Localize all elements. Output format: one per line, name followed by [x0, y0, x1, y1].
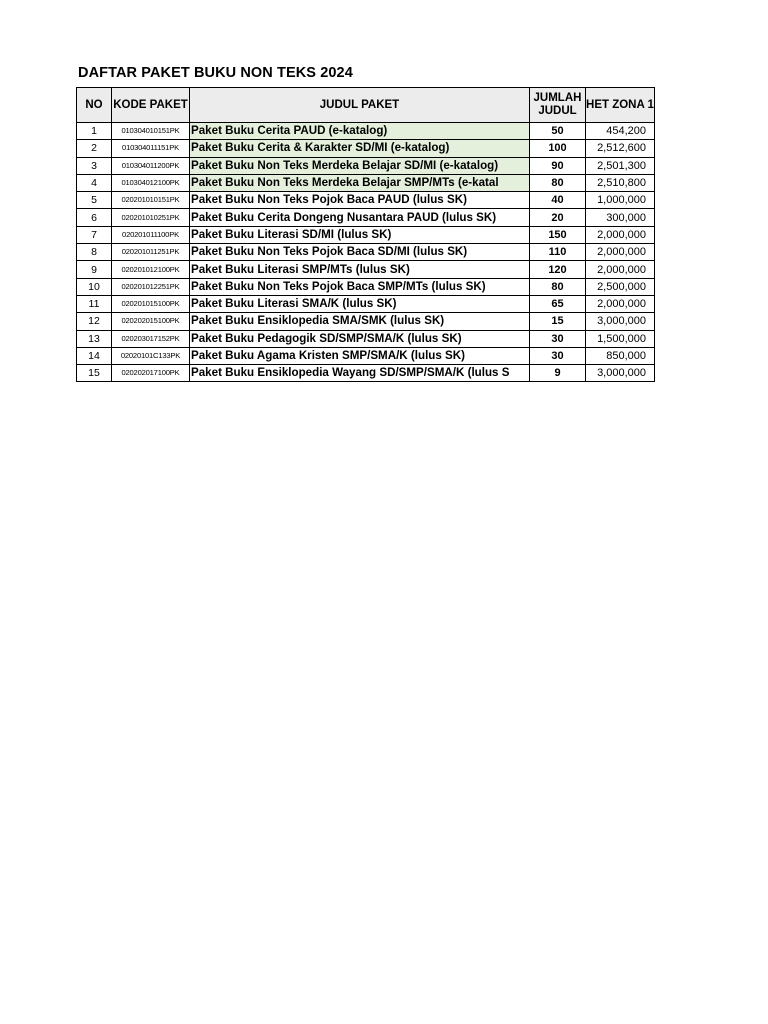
cell-no: 3: [77, 157, 112, 174]
cell-het: 1,000,000: [586, 192, 655, 209]
cell-jumlah: 20: [530, 209, 586, 226]
cell-het: 2,512,600: [586, 140, 655, 157]
cell-jumlah: 40: [530, 192, 586, 209]
cell-judul: Paket Buku Non Teks Pojok Baca SD/MI (lulus SK): [190, 244, 530, 261]
table-row: [77, 295, 655, 312]
table-row: [77, 140, 655, 157]
cell-het: 454,200: [586, 123, 655, 140]
table-row: [77, 244, 655, 261]
cell-no: 13: [77, 330, 112, 347]
cell-kode: 020201010251PK: [112, 209, 190, 226]
table-row: [77, 123, 655, 140]
cell-no: 5: [77, 192, 112, 209]
table-row: [77, 209, 655, 226]
package-table: [76, 87, 655, 382]
cell-jumlah: 80: [530, 278, 586, 295]
cell-jumlah: 110: [530, 244, 586, 261]
table-row: [77, 226, 655, 243]
cell-jumlah: 100: [530, 140, 586, 157]
cell-judul: Paket Buku Ensiklopedia Wayang SD/SMP/SMA/K (lulus S: [190, 365, 530, 382]
cell-no: 11: [77, 295, 112, 312]
cell-jumlah: 50: [530, 123, 586, 140]
cell-no: 12: [77, 313, 112, 330]
cell-het: 1,500,000: [586, 330, 655, 347]
cell-jumlah: 9: [530, 365, 586, 382]
cell-no: 14: [77, 347, 112, 364]
cell-kode: 010304010151PK: [112, 123, 190, 140]
cell-kode: 020201011251PK: [112, 244, 190, 261]
cell-judul: Paket Buku Non Teks Merdeka Belajar SD/MI (e-katalog): [190, 157, 530, 174]
cell-het: 2,501,300: [586, 157, 655, 174]
cell-kode: 020201015100PK: [112, 295, 190, 312]
cell-judul: Paket Buku Literasi SMA/K (lulus SK): [190, 295, 530, 312]
cell-het: 300,000: [586, 209, 655, 226]
page-title: DAFTAR PAKET BUKU NON TEKS 2024: [78, 65, 353, 81]
cell-jumlah: 80: [530, 174, 586, 191]
table-row: [77, 330, 655, 347]
cell-judul: Paket Buku Non Teks Pojok Baca SMP/MTs (lulus SK): [190, 278, 530, 295]
table-row: [77, 313, 655, 330]
cell-jumlah: 15: [530, 313, 586, 330]
table-body: [77, 123, 655, 382]
cell-no: 2: [77, 140, 112, 157]
cell-judul: Paket Buku Literasi SMP/MTs (lulus SK): [190, 261, 530, 278]
cell-kode: 010304012100PK: [112, 174, 190, 191]
cell-jumlah: 90: [530, 157, 586, 174]
table-row: [77, 192, 655, 209]
cell-jumlah: 150: [530, 226, 586, 243]
cell-het: 2,000,000: [586, 244, 655, 261]
cell-judul: Paket Buku Agama Kristen SMP/SMA/K (lulus SK): [190, 347, 530, 364]
cell-kode: 020202015100PK: [112, 313, 190, 330]
cell-het: 2,000,000: [586, 295, 655, 312]
cell-judul: Paket Buku Ensiklopedia SMA/SMK (lulus SK): [190, 313, 530, 330]
cell-kode: 020201012100PK: [112, 261, 190, 278]
table-row: [77, 365, 655, 382]
cell-het: 2,000,000: [586, 226, 655, 243]
cell-kode: 020202017100PK: [112, 365, 190, 382]
cell-het: 850,000: [586, 347, 655, 364]
cell-kode: 020203017152PK: [112, 330, 190, 347]
cell-judul: Paket Buku Cerita Dongeng Nusantara PAUD (lulus SK): [190, 209, 530, 226]
cell-kode: 010304011151PK: [112, 140, 190, 157]
cell-no: 15: [77, 365, 112, 382]
header-judul: JUDUL PAKET: [190, 88, 530, 123]
cell-judul: Paket Buku Non Teks Merdeka Belajar SMP/MTs (e-katal: [190, 174, 530, 191]
cell-kode: 020201010151PK: [112, 192, 190, 209]
cell-kode: 010304011200PK: [112, 157, 190, 174]
header-jumlah: JUMLAH JUDUL: [530, 88, 586, 123]
header-het: HET ZONA 1: [586, 88, 655, 123]
cell-no: 10: [77, 278, 112, 295]
table-row: [77, 278, 655, 295]
cell-kode: 020201011100PK: [112, 226, 190, 243]
header-kode: KODE PAKET: [112, 88, 190, 123]
cell-jumlah: 30: [530, 347, 586, 364]
cell-jumlah: 65: [530, 295, 586, 312]
cell-jumlah: 30: [530, 330, 586, 347]
cell-no: 9: [77, 261, 112, 278]
cell-no: 1: [77, 123, 112, 140]
cell-het: 2,500,000: [586, 278, 655, 295]
cell-het: 2,510,800: [586, 174, 655, 191]
cell-het: 3,000,000: [586, 365, 655, 382]
header-no: NO: [77, 88, 112, 123]
cell-no: 6: [77, 209, 112, 226]
cell-kode: 020201012251PK: [112, 278, 190, 295]
table-header-row: [77, 88, 655, 123]
cell-kode: 02020101C133PK: [112, 347, 190, 364]
cell-no: 7: [77, 226, 112, 243]
cell-judul: Paket Buku Non Teks Pojok Baca PAUD (lulus SK): [190, 192, 530, 209]
table-row: [77, 261, 655, 278]
cell-judul: Paket Buku Cerita PAUD (e-katalog): [190, 123, 530, 140]
cell-jumlah: 120: [530, 261, 586, 278]
cell-no: 8: [77, 244, 112, 261]
cell-het: 2,000,000: [586, 261, 655, 278]
cell-het: 3,000,000: [586, 313, 655, 330]
cell-judul: Paket Buku Literasi SD/MI (lulus SK): [190, 226, 530, 243]
table-row: [77, 174, 655, 191]
table-row: [77, 157, 655, 174]
cell-judul: Paket Buku Cerita & Karakter SD/MI (e-katalog): [190, 140, 530, 157]
cell-judul: Paket Buku Pedagogik SD/SMP/SMA/K (lulus SK): [190, 330, 530, 347]
table-row: [77, 347, 655, 364]
cell-no: 4: [77, 174, 112, 191]
